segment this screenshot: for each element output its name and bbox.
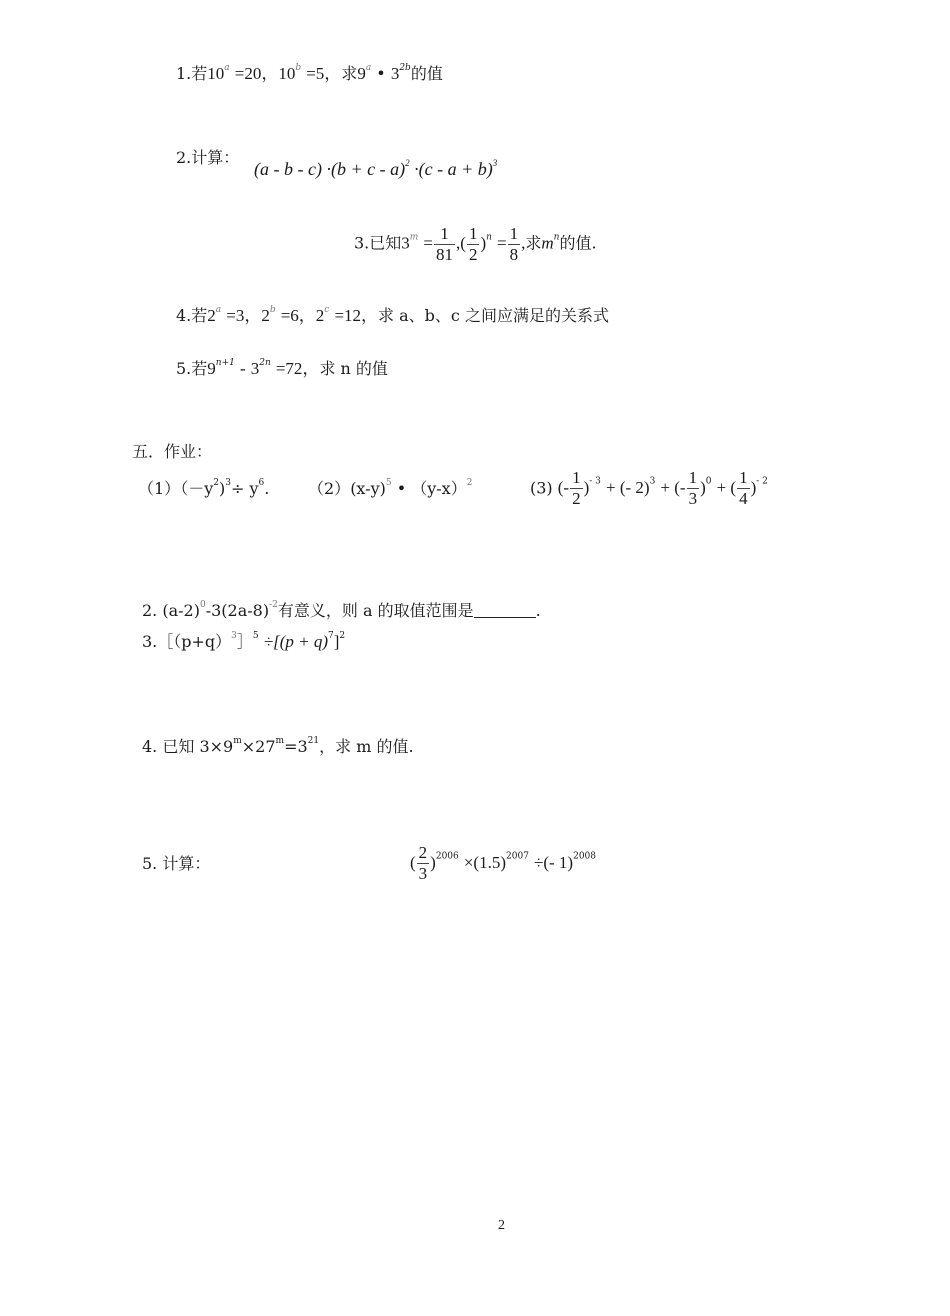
homework-heading: 五．作业： <box>132 442 213 461</box>
homework-question-4: 4. 已知 $3\times 9^m\times 27^m=3^{21}$，求 m 的值. <box>142 736 414 756</box>
answer-blank[interactable] <box>474 603 536 618</box>
review-question-5: 5.若$9^{n+1} - 3^{2n} =72$，求 n 的值 <box>176 358 388 378</box>
homework-question-5: 5. 计算： <box>142 854 211 873</box>
page-number: 2 <box>498 1218 505 1233</box>
review-question-3: 3.已知3$^m$ = $\frac{1}{81}$ ,( $\frac{1}{2}$ )$^n$ = $\frac{1}{8}$ ,求$m^n$的值. <box>354 224 597 264</box>
homework-question-5-expression: ( $\frac{2}{3}$ )$^{2006} \times(1.5)^{2007}$ ÷(- 1)$^{2008}$ <box>410 843 596 883</box>
homework-question-2: 2. $(a-2)^0-3(2a-8)^{-2}$有意义，则 a 的取值范围是 . <box>142 600 541 620</box>
review-question-1: 1.若10$^a$ =20，10$^b$ =5，求9$^a$ • $3^{2b}$的值 <box>176 63 443 83</box>
homework-item-1: $(1)(-y^2)^3\div y^6$. <box>138 478 270 498</box>
homework-item-3: (3) (- $\frac{1}{2}$ )$^{- 3}$ + (- 2)$^3$ + (- $\frac{1}{3}$ )$^0$ + ( $\frac{1}{4}$ )$^{- 2}$ <box>530 468 768 508</box>
homework-question-3: $3.[(p+q)^3]^5 \div[(p + q)^7]^2$ <box>142 631 346 651</box>
review-question-2-expression: $(a - b - c) \cdot(b + c - a)^2 \cdot(c - a + b)^3$ <box>254 158 498 179</box>
homework-item-2: $(2)(x-y)^5$ • $(y-x)^2$ <box>308 478 473 498</box>
review-question-2: 2.计算： <box>176 148 240 167</box>
review-question-4: 4.若2$^a$ =3，2$^b$ =6，2$^c$ =12，求 a、b、c 之间应满足的关系式 <box>176 305 609 325</box>
